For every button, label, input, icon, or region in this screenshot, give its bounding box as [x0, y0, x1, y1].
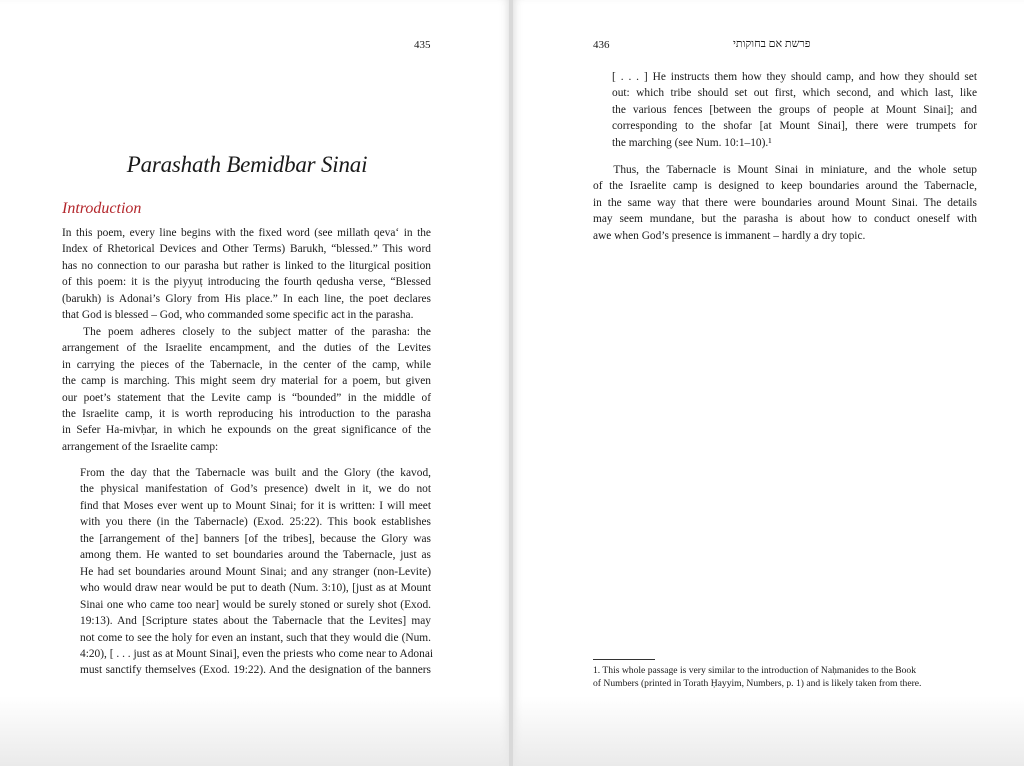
text-line: The poem adheres closely to the subject matter of the parasha: the: [62, 325, 431, 338]
page-number: 436: [593, 39, 610, 51]
body-text: [593, 162, 977, 244]
chapter-title: Parashath Bemidbar Sinai: [126, 152, 368, 177]
left-page: [0, 0, 509, 766]
quote-line: [ . . . ] He instructs them how they should camp, and how they should set: [612, 71, 977, 83]
text-line: has no connection to our parasha but rather is linked to the liturgical position: [62, 259, 431, 272]
quote-line: the physical manifestation of God’s presence) dwelt in it, we do not: [80, 483, 431, 496]
text-line: that God is blessed – God, who commanded some specific act in the parasha.: [62, 309, 414, 322]
quote-line: the various fences [between the groups of people at Mount Sinai]; and: [612, 103, 977, 116]
quote-line: not come to see the holy for even an instant, such that they would die (Num.: [80, 631, 431, 644]
footnote-line: 1. This whole passage is very similar to the introduction of Naḥmanides to the Book: [593, 665, 917, 676]
footnote: [593, 664, 977, 690]
section-heading: Introduction: [62, 200, 142, 217]
text-line: our poet’s statement that the Levite camp is “bounded” in the middle of: [62, 391, 431, 404]
text-line: In this poem, every line begins with the fixed word (see millath qeva‘ in the: [62, 227, 431, 239]
body-text: [62, 225, 431, 455]
footnote-line: of Numbers (printed in Torath Ḥayyim, Numbers, p. 1) and is likely taken from there.: [593, 678, 922, 689]
quote-line: the [arrangement of the] banners [of the tribes], because the Glory was: [80, 532, 431, 545]
right-page: [513, 0, 1024, 766]
text-line: Thus, the Tabernacle is Mount Sinai in miniature, and the whole setup: [593, 164, 977, 176]
text-line: arrangement of the Israelite camp:: [62, 440, 219, 453]
quote-line: among them. He wanted to set boundaries around the Tabernacle, just as: [80, 549, 431, 562]
quote-line: find that Moses ever went up to Mount Sinai; for it is written: I will meet: [80, 499, 431, 512]
block-quote: [80, 465, 434, 679]
quote-line: who would draw near would be put to death (Num. 3:10), [just as at Mount: [80, 582, 431, 595]
quote-line: the marching (see Num. 10:1–10).¹: [612, 136, 772, 149]
text-line: in the same way that there were boundaries around Mount Sinai. The details: [593, 196, 977, 209]
quote-line: Sinai one who came too near] would be surely stoned or surely shot (Exod.: [80, 598, 431, 611]
text-line: in Sefer Ha-mivḥar, in which he expounds on the great significance of the: [62, 424, 431, 437]
text-line: in carrying the pieces of the Tabernacle, in the center of the camp, while: [62, 358, 431, 371]
text-line: may seem mundane, but the parasha is about how to conduct oneself with: [593, 213, 977, 226]
quote-line: with you there (in the Tabernacle) (Exod. 25:22). This book establishes: [80, 516, 431, 529]
text-line: of this poem: it is the piyyuṭ introducing the fourth qedusha verse, “Blessed: [62, 276, 431, 289]
running-head: פרשת אם בחוקותי: [733, 38, 811, 50]
text-line: awe when God’s presence is immanent – hardly a dry topic.: [593, 229, 866, 242]
text-line: arrangement of the Israelite encampment, and the duties of the Levites: [62, 342, 431, 355]
page-shadow: [513, 696, 1024, 766]
page-shadow: [0, 696, 509, 766]
quote-line: 4:20), [ . . . just as at Mount Sinai], even the priests who come near to Adonai: [80, 647, 434, 660]
block-quote: [612, 69, 977, 151]
page-number: 435: [414, 39, 431, 51]
quote-line: 19:13). And [Scripture states about the Tabernacle that the Levites] may: [80, 615, 431, 628]
text-line: the Israelite camp, it is worth reproducing his introduction to the parasha: [62, 407, 431, 420]
quote-line: From the day that the Tabernacle was built and the Glory (the kavod,: [80, 467, 431, 479]
quote-line: out: which tribe should set out first, which second, and which last, like: [612, 87, 977, 100]
text-line: Index of Rhetorical Devices and Other Terms) Barukh, “blessed.” This word: [62, 243, 431, 256]
quote-line: He had set boundaries around Mount Sinai; and any stranger (non-Levite): [80, 565, 431, 578]
text-line: (barukh) is Adonai’s Glory from His place.” In each line, the poet declares: [62, 292, 431, 305]
text-line: the camp is marching. This might seem dry material for a poem, but given: [62, 375, 431, 388]
quote-line: corresponding to the shofar [at Mount Sinai], there were trumpets for: [612, 120, 977, 133]
quote-line: must sanctify themselves (Exod. 19:22). And the designation of the banners: [80, 664, 431, 677]
text-line: of the Israelite camp is designed to keep boundaries around the Tabernacle,: [593, 180, 977, 193]
footnote-divider: [593, 659, 655, 660]
